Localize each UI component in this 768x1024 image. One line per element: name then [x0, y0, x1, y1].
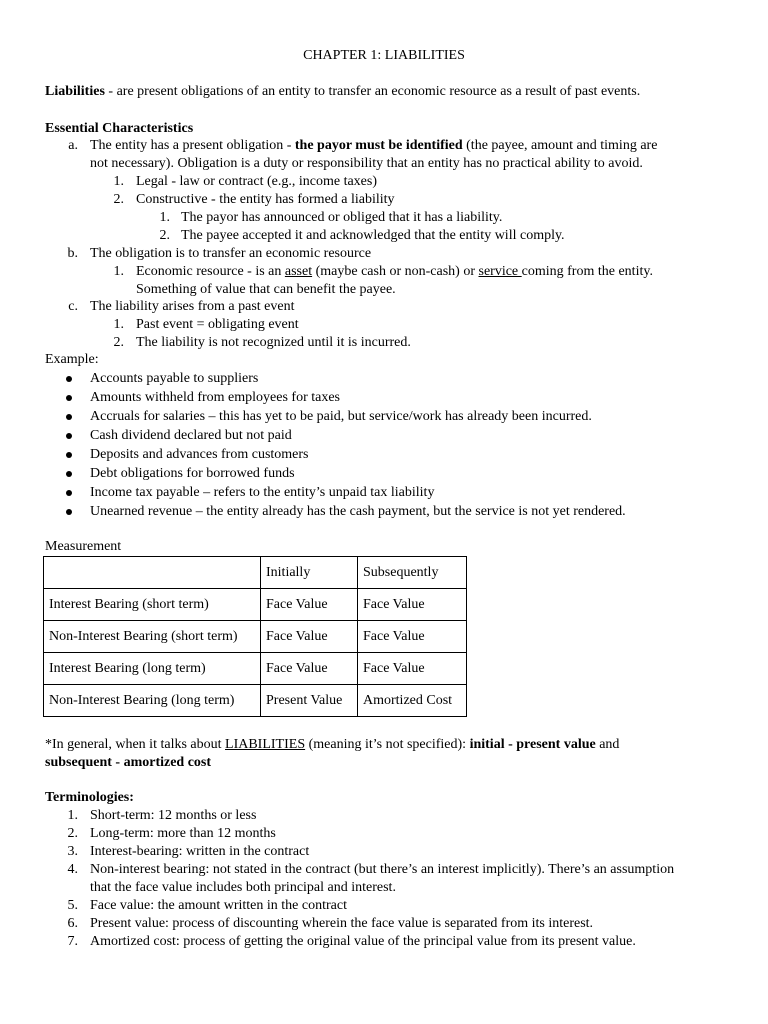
term-2-marker: 2.: [67, 826, 78, 841]
table-cell: Face Value: [261, 621, 358, 653]
term-2-text: Long-term: more than 12 months: [90, 826, 276, 841]
item-b-marker: b.: [67, 246, 78, 261]
note-bold-subsequent: subsequent - amortized cost: [45, 755, 212, 770]
term-5-marker: 5.: [67, 898, 78, 913]
item-a2-2-text: The payee accepted it and acknowledged that the entity will comply.: [181, 228, 565, 243]
item-a-marker: a.: [68, 138, 78, 153]
bullet-icon: [66, 395, 72, 401]
item-c-marker: c.: [68, 299, 78, 314]
definition-text: - are present obligations of an entity to transfer an economic resource as a result of past events.: [104, 84, 641, 99]
table-row: [44, 685, 467, 717]
item-c-text: The liability arises from a past event: [90, 299, 295, 314]
item-a-post: (the payee, amount and timing are: [462, 138, 658, 153]
table-cell: Face Value: [261, 653, 358, 685]
item-a-pre: The entity has a present obligation -: [90, 138, 295, 153]
item-a1-marker: 1.: [113, 174, 124, 189]
term-3-text: Interest-bearing: written in the contract: [90, 844, 310, 859]
term-6-text: Present value: process of discounting wherein the face value is separated from its interest.: [90, 916, 594, 931]
table-cell: Face Value: [358, 589, 467, 621]
bullet-icon: [66, 433, 72, 439]
note-bold-initial: initial - present value: [469, 737, 596, 752]
table-cell: Present Value: [261, 685, 358, 717]
term-1-marker: 1.: [67, 808, 78, 823]
service-underlined: service: [478, 264, 522, 279]
table-cell: Non-Interest Bearing (long term): [44, 685, 261, 717]
asset-underlined: asset: [284, 264, 313, 279]
table-header-cell: [44, 557, 261, 589]
table-header-row: [44, 557, 467, 589]
term-5-text: Face value: the amount written in the contract: [90, 898, 347, 913]
item-c1-text: Past event = obligating event: [136, 317, 299, 332]
example-heading: Example:: [45, 352, 99, 367]
item-b1-mid: (maybe cash or non-cash) or: [312, 264, 479, 279]
table-cell: Interest Bearing (short term): [44, 589, 261, 621]
bullet-icon: [66, 414, 72, 420]
term-4-line2: that the face value includes both principal and interest.: [90, 880, 396, 895]
item-b1-post: coming from the entity.: [521, 264, 653, 279]
table-header-cell: Initially: [261, 557, 358, 589]
note-and: and: [595, 737, 620, 752]
table-cell: Face Value: [261, 589, 358, 621]
item-a-line2: not necessary). Obligation is a duty or responsibility that an entity has no practical ability to avoid.: [90, 156, 643, 171]
item-b1-line2: Something of value that can benefit the payee.: [136, 282, 396, 297]
table-cell: Amortized Cost: [358, 685, 467, 717]
item-a-line1: [90, 137, 657, 155]
measurement-table: [43, 556, 467, 717]
example-item-4: Cash dividend declared but not paid: [90, 428, 292, 443]
item-c1-marker: 1.: [113, 317, 124, 332]
item-c2-text: The liability is not recognized until it is incurred.: [136, 335, 411, 350]
table-cell: Face Value: [358, 653, 467, 685]
bullet-icon: [66, 509, 72, 515]
item-b1-marker: 1.: [113, 264, 124, 279]
bullet-icon: [66, 376, 72, 382]
item-a2-1-text: The payor has announced or obliged that it has a liability.: [181, 210, 503, 225]
item-a1-text: Legal - law or contract (e.g., income taxes): [136, 174, 378, 189]
term-3-marker: 3.: [67, 844, 78, 859]
example-item-6: Debt obligations for borrowed funds: [90, 466, 295, 481]
bullet-icon: [66, 452, 72, 458]
example-item-5: Deposits and advances from customers: [90, 447, 309, 462]
item-c2-marker: 2.: [113, 335, 124, 350]
item-a-bold: the payor must be identified: [294, 138, 463, 153]
note-pre: *In general, when it talks about: [45, 737, 226, 752]
example-item-8: Unearned revenue – the entity already has the cash payment, but the service is not yet rendered.: [90, 504, 626, 519]
item-a2-2-marker: 2.: [159, 228, 170, 243]
example-item-1: Accounts payable to suppliers: [90, 371, 259, 386]
terminologies-heading-text: Terminologies:: [45, 790, 134, 805]
definition-term: Liabilities: [45, 84, 105, 99]
item-b-text: The obligation is to transfer an economic resource: [90, 246, 372, 261]
example-item-7: Income tax payable – refers to the entity’s unpaid tax liability: [90, 485, 435, 500]
note-underlined: LIABILITIES: [225, 737, 306, 752]
note-mid: (meaning it’s not specified):: [305, 737, 470, 752]
table-row: [44, 589, 467, 621]
note-line2: [45, 754, 211, 772]
terminologies-heading: [45, 789, 134, 807]
essential-heading: [45, 120, 193, 138]
item-b1-line1: [136, 263, 653, 281]
item-a2-text: Constructive - the entity has formed a liability: [136, 192, 395, 207]
table-row: [44, 621, 467, 653]
term-7-marker: 7.: [67, 934, 78, 949]
term-1-text: Short-term: 12 months or less: [90, 808, 257, 823]
chapter-title: CHAPTER 1: LIABILITIES: [303, 48, 465, 63]
term-4-marker: 4.: [67, 862, 78, 877]
example-item-2: Amounts withheld from employees for taxes: [90, 390, 341, 405]
term-6-marker: 6.: [67, 916, 78, 931]
measurement-heading: Measurement: [45, 539, 122, 554]
essential-heading-text: Essential Characteristics: [45, 121, 194, 136]
bullet-icon: [66, 490, 72, 496]
example-item-3: Accruals for salaries – this has yet to be paid, but service/work has already been incurred.: [90, 409, 592, 424]
table-cell: Face Value: [358, 621, 467, 653]
item-b1-pre: Economic resource - is an: [136, 264, 285, 279]
item-a2-1-marker: 1.: [159, 210, 170, 225]
item-a2-marker: 2.: [113, 192, 124, 207]
note-line1: [45, 736, 619, 754]
liabilities-definition: [45, 83, 640, 101]
bullet-icon: [66, 471, 72, 477]
table-header-cell: Subsequently: [358, 557, 467, 589]
term-4-text: Non-interest bearing: not stated in the contract (but there’s an interest implicitly). There’s an assumption: [90, 862, 675, 877]
table-cell: Interest Bearing (long term): [44, 653, 261, 685]
term-7-text: Amortized cost: process of getting the original value of the principal value from its present value.: [90, 934, 636, 949]
table-cell: Non-Interest Bearing (short term): [44, 621, 261, 653]
table-row: [44, 653, 467, 685]
